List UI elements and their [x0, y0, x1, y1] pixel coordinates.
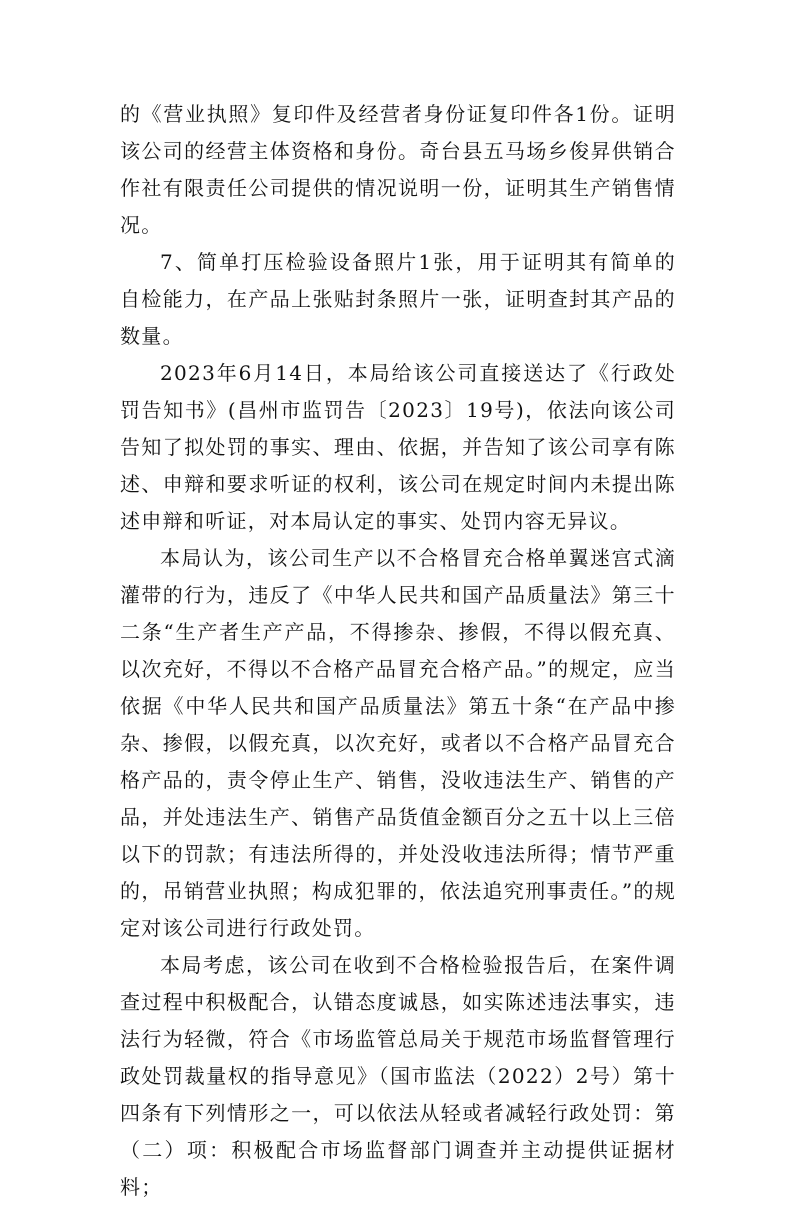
- document-page: [120, 96, 676, 1206]
- paragraph-penalty-notice-delivery: 2023年6月14日，本局给该公司直接送达了《行政处罚告知书》(昌州市监罚告〔2023〕19号)，依法向该公司告知了拟处罚的事实、理由、依据，并告知了该公司享有陈述、申辩和要求听证的权利，该公司在规定时间内未提出陈述申辩和听证，对本局认定的事实、处罚内容无异议。: [120, 361, 676, 533]
- paragraph-legal-basis: 本局认为，该公司生产以不合格冒充合格单翼迷宫式滴灌带的行为，违反了《中华人民共和国产品质量法》第三十二条“生产者生产产品，不得掺杂、掺假，不得以假充真、以次充好，不得以不合格产品冒充合格产品。”的规定，应当依据《中华人民共和国产品质量法》第五十条“在产品中掺杂、掺假，以假充真，以次充好，或者以不合格产品冒充合格产品的，责令停止生产、销售，没收违法生产、销售的产品，并处违法生产、销售产品货值金额百分之五十以上三倍以下的罚款；有违法所得的，并处没收违法所得；情节严重的，吊销营业执照；构成犯罪的，依法追究刑事责任。”的规定对该公司进行行政处罚。: [120, 546, 676, 940]
- paragraph-business-license-copies: 的《营业执照》复印件及经营者身份证复印件各1份。证明该公司的经营主体资格和身份。奇台县五马场乡俊昇供销合作社有限责任公司提供的情况说明一份，证明其生产销售情况。: [120, 102, 676, 237]
- paragraph-testing-equipment-photo: 7、简单打压检验设备照片1张，用于证明其有简单的自检能力，在产品上张贴封条照片一张，证明查封其产品的数量。: [120, 250, 676, 348]
- paragraph-mitigating-circumstances: 本局考虑，该公司在收到不合格检验报告后，在案件调查过程中积极配合，认错态度诚恳，如实陈述违法事实，违法行为轻微，符合《市场监管总局关于规范市场监督管理行政处罚裁量权的指导意见》（国市监法（2022）2号）第十四条有下列情形之一，可以依法从轻或者减轻行政处罚：第（二）项：积极配合市场监督部门调查并主动提供证据材料；: [120, 953, 676, 1199]
